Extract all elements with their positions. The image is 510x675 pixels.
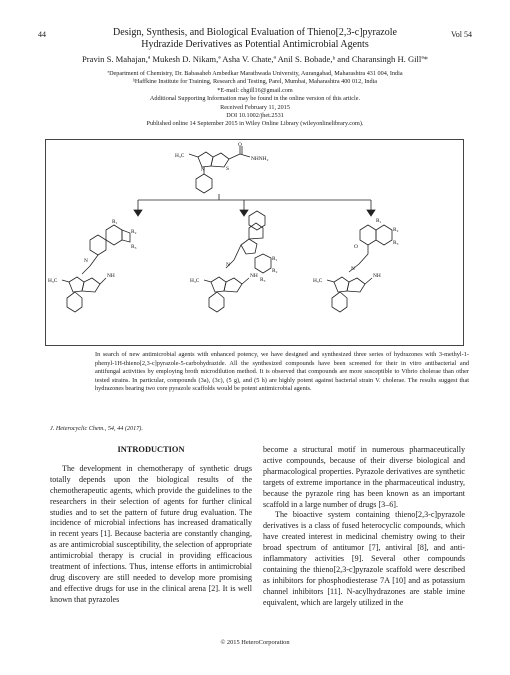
title-line-2: Hydrazide Derivatives as Potential Antimicrobial Agents (141, 39, 369, 50)
reaction-scheme-figure (46, 140, 465, 347)
oxygen-label: O (238, 142, 242, 148)
amide-nh-label: NH (107, 273, 115, 279)
doi-line: DOI 10.1002/jhet.2531 (226, 112, 284, 120)
methyl-label: H₃C (313, 278, 323, 284)
sulfur-label: S (226, 166, 229, 172)
journal-citation: J. Heterocyclic Chem., 54, 44 (2017). (50, 425, 143, 432)
body-paragraph: The development in chemotherapy of synthetic drugs totally depends upon the biological results of the chemotherapeutic agents, which provide the guidelines to the researchers in their selection of agents for further clinical studies and to set the pattern of future drug evaluation. The incidence of microbial infections has increased dramatically in recent years [1]. Because bacteria are constantly changing, as are antimicrobial susceptibility, the selection of appropriate antimicrobial therapy is crucial in providing efficacious treatment of infections. Thus, intense efforts in antimicrobial drug discovery are still needed to develop more promising and effective drugs for use in the clinical arena [2]. It is well known that pyrazoles (50, 463, 252, 604)
r2-label: R₂ (272, 268, 278, 274)
hydrazide-label: NHNH₂ (251, 156, 269, 162)
methyl-label: H₃C (48, 278, 58, 284)
published-line: Published online 14 September 2015 in Wiley Online Library (wileyonlinelibrary.com). (146, 120, 364, 128)
r1-label: R₁ (112, 219, 118, 225)
received-date: Received February 11, 2015 (220, 103, 290, 111)
supporting-info-line: Additional Supporting Information may be found in the online version of this article. (149, 95, 361, 103)
page-number: 44 (38, 30, 46, 39)
r3-label: R₃ (131, 244, 137, 250)
article-title (70, 27, 440, 51)
imine-nitrogen-label: N (351, 266, 355, 272)
imine-nitrogen-label: N (84, 258, 88, 264)
methyl-label: H₃C (175, 153, 185, 159)
title-line-1: Design, Synthesis, and Biological Evaluation of Thieno[2,3-c]pyrazole (113, 27, 397, 38)
nitrogen-label: N (201, 167, 205, 173)
affiliation-line: ªDepartment of Chemistry, Dr. Babasaheb Ambedkar Marathwada University, Aurangabad, Maharashtra 431 004, India (107, 70, 403, 77)
abstract: In search of new antimicrobial agents with enhanced potency, we have designed and synthesized three series of hydrazones with 3-methyl-1-phenyl-1H-thieno[2,3-c]pyrazole-5-carbohydrazide. All the synthesized compounds have been screened for their in vitro antibacterial and antifungal activities by employing broth microdilution method. It is observed that compounds are more susceptible to Vibrio cholerae than other tested strains. In particular, compounds (3a), (3c), (5 g), and (5 h) are highly potent against bacterial strain V. cholerae. The results suggest that hydrazones bearing two core pyrazole scaffolds would be potent antimicrobial agents. (95, 351, 469, 393)
graphical-abstract (45, 139, 464, 346)
body-left-column (50, 445, 252, 606)
r2-label: R₂ (393, 227, 399, 233)
affiliations (40, 70, 470, 129)
copyright-footer: © 2015 HeteroCorporation (220, 639, 290, 646)
body-paragraph: become a structural motif in numerous pharmaceutically active compounds, because of their diverse biological and pharmacological properties. Pyrazole derivatives are synthetic targets of extreme importance in the pharmaceutical industry, because the pyrazole ring has been known as an important scaffold in a large number of drugs [3–6]. (263, 445, 465, 509)
body-right-column (263, 445, 465, 609)
r3-label: R₃ (260, 277, 266, 283)
author-list: Pravin S. Mahajan,ª Mukesh D. Nikam,ª Asha V. Chate,ª Anil S. Bobade,ᵇ and Charansingh H. Gillª* (81, 54, 428, 64)
amide-nh-label: NH (250, 273, 258, 279)
section-heading: INTRODUCTION (117, 445, 185, 454)
amide-nh-label: NH (373, 273, 381, 279)
affiliation-line: ᵇHaffkine Institute for Training, Research and Testing, Parel, Mumbai, Maharashtra 400 012, India (132, 78, 378, 86)
r3-label: R₃ (393, 240, 399, 246)
r1-label: R₁ (376, 218, 382, 224)
r2-label: R₂ (131, 229, 137, 235)
chromone-oxygen-label: O (354, 244, 358, 250)
email-line: *E-mail: chgill16@gmail.com (217, 86, 293, 94)
volume-label: Vol 54 (451, 30, 472, 39)
r1-label: R₁ (272, 256, 278, 262)
imine-nitrogen-label: N (226, 262, 230, 268)
body-paragraph: The bioactive system containing thieno[2,3-c]pyrazole derivatives is a class of fused heterocyclic compounds, which have created interest in medicinal chemistry owing to their broad spectrum of antitumor [7], antiviral [8], and anti-inflammatory activities [9]. Several other compounds containing the thieno[2,3-c]pyrazole scaffold were described as inhibitors for phosphodiesterase 7A [10] and as potassium channel inhibitors [11]. N-acylhydrazones are stable imine equivalent, which are largely utilized in the (263, 510, 465, 607)
methyl-label: H₃C (190, 278, 200, 284)
